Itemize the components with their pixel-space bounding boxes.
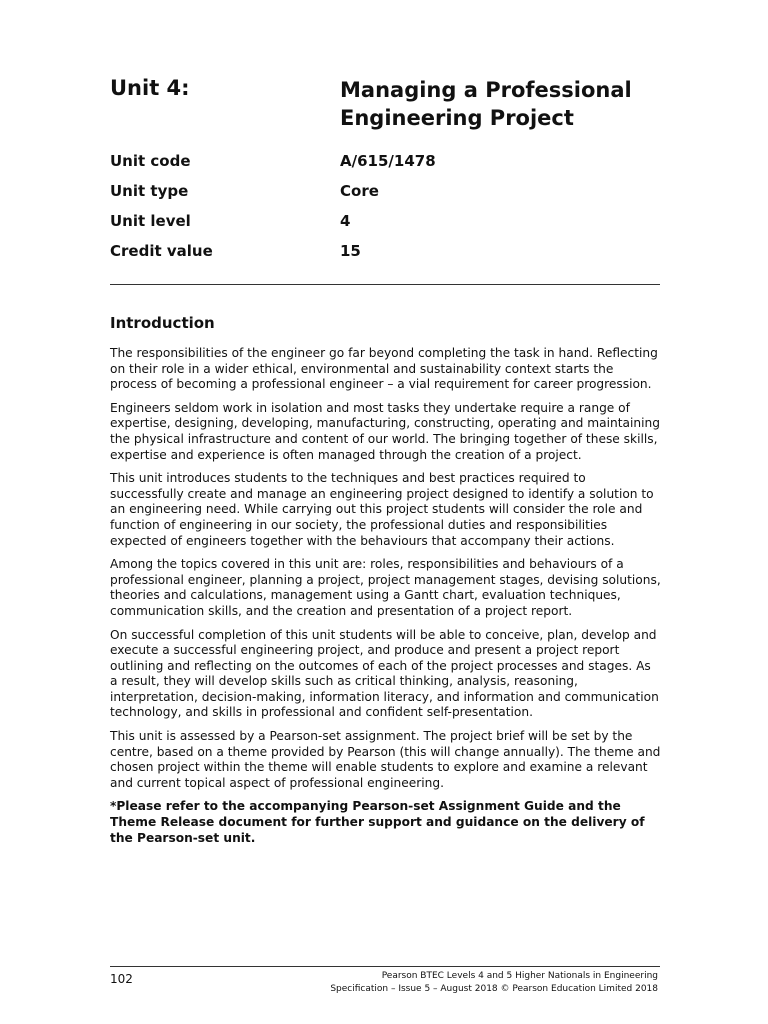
- page-number: 102: [110, 972, 133, 986]
- paragraph: Engineers seldom work in isolation and most tasks they undertake require a range of expertise, designing, developing, manufacturing, constructing, operating and maintaining the physical infrastructure and content of our world. The bringing together of these skills, expertise and experience is often managed through the creation of a project.: [110, 400, 660, 462]
- unit-number: Unit 4:: [110, 76, 190, 100]
- meta-value: 4: [340, 212, 351, 230]
- unit-meta-table: [110, 152, 660, 272]
- document-page: [110, 0, 660, 1024]
- divider: [110, 284, 660, 285]
- meta-key: Unit type: [110, 182, 189, 200]
- meta-key: Unit code: [110, 152, 191, 170]
- unit-title: Managing a Professional Engineering Project: [340, 78, 632, 130]
- footer-line: Specification – Issue 5 – August 2018 © Pearson Education Limited 2018: [330, 983, 658, 994]
- meta-row-unit-code: [110, 152, 660, 182]
- note-paragraph: *Please refer to the accompanying Pearson-set Assignment Guide and the Theme Release document for further support and guidance on the delivery of the Pearson-set unit.: [110, 799, 645, 845]
- meta-value: A/615/1478: [340, 152, 436, 170]
- meta-value: Core: [340, 182, 379, 200]
- paragraph: The responsibilities of the engineer go far beyond completing the task in hand. Reflecting on their role in a wider ethical, environmental and sustainability context starts the process of becoming a professional engineer – a vial requirement for career progression.: [110, 346, 658, 392]
- footer-divider: [110, 966, 660, 967]
- meta-row-unit-type: [110, 182, 660, 212]
- footer-line: Pearson BTEC Levels 4 and 5 Higher Nationals in Engineering: [381, 971, 658, 981]
- paragraph: On successful completion of this unit students will be able to conceive, plan, develop and execute a successful engineering project, and produce and present a project report outlining and reflecting on the outcomes of each of the project processes and stages. As a result, they will develop skills such as critical thinking, analysis, reasoning, interpretation, decision-making, information literacy, and information and communication technology, and skills in professional and confident self-presentation.: [110, 627, 659, 720]
- paragraph: This unit is assessed by a Pearson-set assignment. The project brief will be set by the centre, based on a theme provided by Pearson (this will change annually). The theme and chosen project within the theme will enable students to explore and examine a relevant and current topical aspect of professional engineering.: [110, 729, 661, 790]
- footer-text: [330, 970, 658, 995]
- meta-row-credit-value: [110, 242, 660, 272]
- introduction-body: [110, 346, 662, 854]
- meta-key: Unit level: [110, 212, 191, 230]
- meta-row-unit-level: [110, 212, 660, 242]
- meta-key: Credit value: [110, 242, 213, 260]
- paragraph: Among the topics covered in this unit are: roles, responsibilities and behaviours of a professional engineer, planning a project, project management stages, devising solutions, theories and calculations, management using a Gantt chart, evaluation techniques, communication skills, and the creation and presentation of a project report.: [110, 557, 661, 618]
- meta-value: 15: [340, 242, 361, 260]
- section-heading: Introduction: [110, 314, 215, 332]
- paragraph: This unit introduces students to the techniques and best practices required to successfully create and manage an engineering project designed to identify a solution to an engineering need. While carrying out this project students will consider the role and function of engineering in our society, the professional duties and responsibilities expected of engineers together with the behaviours that accompany their actions.: [110, 471, 654, 548]
